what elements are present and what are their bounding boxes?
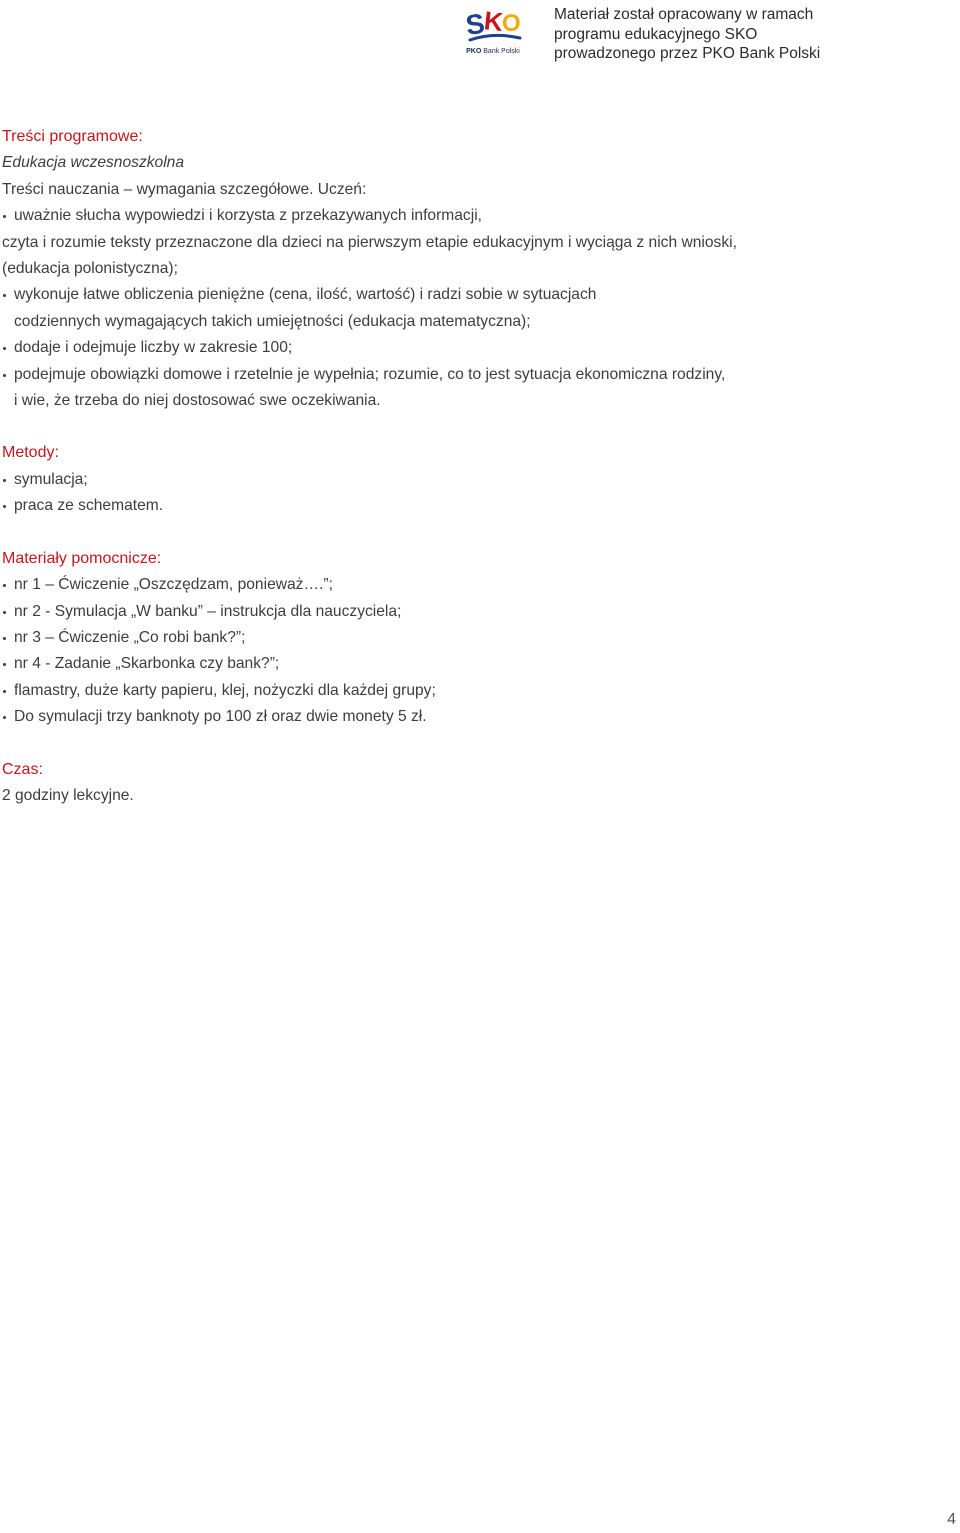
list-item: flamastry, duże karty papieru, klej, nożyczki dla każdej grupy; bbox=[2, 678, 952, 704]
list-item: nr 3 – Ćwiczenie „Co robi bank?”; bbox=[2, 625, 952, 651]
intro-text: Treści nauczania – wymagania szczegółowe. Uczeń: bbox=[2, 180, 367, 198]
svg-text:S: S bbox=[463, 7, 487, 41]
list-item: symulacja; bbox=[2, 467, 952, 493]
list-item: nr 1 – Ćwiczenie „Oszczędzam, ponieważ….”; bbox=[2, 572, 952, 598]
list-item: praca ze schematem. bbox=[2, 493, 952, 519]
header-line: Materiał został opracowany w ramach bbox=[554, 6, 814, 23]
header-line: prowadzonego przez PKO Bank Polski bbox=[554, 45, 821, 62]
subheading-edukacja: Edukacja wczesnoszkolna bbox=[2, 154, 185, 172]
heading-metody: Metody: bbox=[2, 444, 59, 462]
sko-logo-mark bbox=[460, 4, 526, 48]
heading-tresci-programowe: Treści programowe: bbox=[2, 128, 143, 145]
logo-caption: PKO Bank Polski bbox=[466, 48, 520, 55]
list-item: Do symulacji trzy banknoty po 100 zł oraz dwie monety 5 zł. bbox=[2, 704, 952, 730]
list-item: nr 4 - Zadanie „Skarbonka czy bank?”; bbox=[2, 651, 952, 677]
header-note bbox=[554, 5, 954, 64]
list-item: dodaje i odejmuje liczby w zakresie 100; bbox=[2, 335, 952, 361]
svg-text:O: O bbox=[502, 10, 521, 37]
list-item-continuation: i wie, że trzeba do niej dostosować swe oczekiwania. bbox=[14, 392, 381, 410]
page-header bbox=[0, 0, 960, 80]
svg-text:K: K bbox=[482, 5, 505, 38]
list-item: podejmuje obowiązki domowe i rzetelnie je wypełnia; rozumie, co to jest sytuacja ekonomiczna rodziny, bbox=[2, 362, 952, 388]
heading-materialy-pomocnicze: Materiały pomocnicze: bbox=[2, 549, 162, 567]
paragraph-line: czyta i rozumie teksty przeznaczone dla dzieci na pierwszym etapie edukacyjnym i wyciąga z nich wnioski, bbox=[2, 233, 737, 251]
header-line: programu edukacyjnego SKO bbox=[554, 25, 758, 43]
list-item: nr 2 - Symulacja „W banku” – instrukcja dla nauczyciela; bbox=[2, 599, 952, 625]
sko-logo bbox=[460, 4, 526, 62]
heading-czas: Czas: bbox=[2, 760, 43, 778]
list-item: uważnie słucha wypowiedzi i korzysta z przekazywanych informacji, bbox=[2, 203, 952, 229]
list-item-continuation: codziennych wymagających takich umiejętności (edukacja matematyczna); bbox=[14, 312, 531, 330]
lesson-content bbox=[2, 124, 952, 809]
duration-text: 2 godziny lekcyjne. bbox=[2, 786, 134, 804]
page-number: 4 bbox=[947, 1511, 956, 1528]
list-item: wykonuje łatwe obliczenia pieniężne (cena, ilość, wartość) i radzi sobie w sytuacjach bbox=[2, 282, 952, 308]
paragraph-line: (edukacja polonistyczna); bbox=[2, 260, 178, 278]
